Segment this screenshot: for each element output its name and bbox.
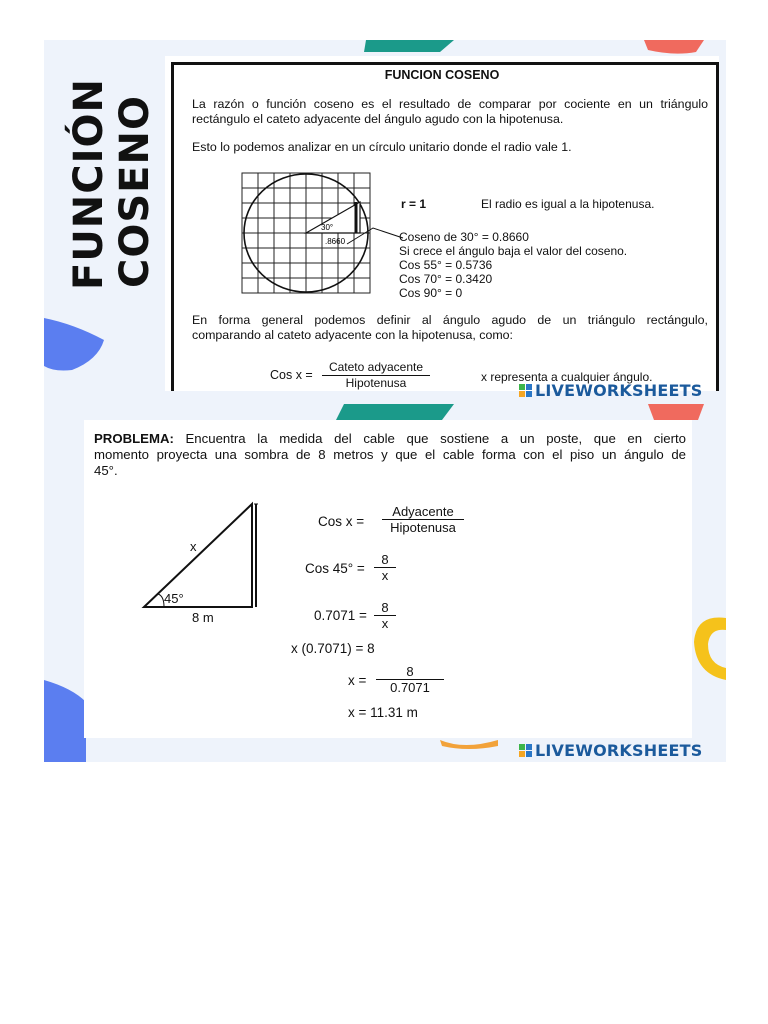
cosine-definition-card	[165, 56, 719, 391]
eq3-lhs: 0.7071 =	[314, 608, 367, 623]
problem-label: PROBLEMA:	[94, 431, 174, 446]
problem-line: momento proyecta una sombra de 8 metros y que el cable forma con el piso un ángulo de	[94, 447, 686, 462]
definition-line: La razón o función coseno es el resultado de comparar por cociente en un triángulo	[192, 97, 708, 111]
logo-squares-icon	[519, 744, 532, 757]
problem-text: Encuentra la medida del cable que sostiene a un poste, que en cierto	[185, 431, 686, 446]
eq1-lhs: Cos x =	[318, 514, 365, 529]
problem-card	[84, 420, 692, 738]
logo-text: LIVEWORKSHEETS	[535, 380, 703, 400]
cosine-value-line: Coseno de 30° = 0.8660	[399, 230, 529, 244]
eq6-result: x = 11.31 m	[348, 705, 418, 720]
eq5-lhs: x =	[348, 673, 367, 688]
eq5-numerator: 8	[376, 664, 444, 680]
formula-numerator: Cateto adyacente	[322, 360, 430, 376]
side-label: .8660	[325, 237, 346, 246]
eq3-fraction	[374, 600, 396, 631]
angle-label: 45°	[164, 591, 184, 606]
definition-paragraph	[192, 97, 708, 127]
eq3-denominator: x	[381, 616, 389, 631]
general-definition-line: comparando al cateto adyacente con la hipotenusa, como:	[192, 328, 513, 342]
radius-description: El radio es igual a la hipotenusa.	[481, 197, 655, 211]
problem-line	[94, 431, 686, 447]
eq4: x (0.7071) = 8	[291, 641, 375, 656]
radius-label: r = 1	[401, 197, 427, 211]
cosine-value-line: Cos 55° = 0.5736	[399, 258, 493, 272]
formula-note: x representa a cualquier ángulo.	[481, 370, 653, 384]
general-definition-paragraph	[192, 313, 708, 343]
formula-denominator: Hipotenusa	[345, 376, 407, 390]
cosine-value-line: Cos 70° = 0.3420	[399, 272, 493, 286]
eq3-numerator: 8	[374, 600, 396, 616]
formula-lhs: Cos x =	[270, 368, 313, 382]
liveworksheets-logo	[519, 741, 702, 759]
eq1-denominator: Hipotenusa	[390, 520, 456, 535]
problem-line: 45°.	[94, 463, 118, 478]
eq1-fraction	[382, 504, 464, 535]
hypotenuse-label: x	[190, 539, 197, 554]
eq2-lhs: Cos 45° =	[305, 561, 365, 576]
angle-label: 30°	[321, 223, 334, 232]
formula-fraction	[322, 360, 430, 391]
cosine-value-line: Si crece el ángulo baja el valor del coseno.	[399, 244, 628, 258]
eq5-fraction	[376, 664, 444, 695]
eq5-denominator: 0.7071	[390, 680, 430, 695]
problem-statement	[94, 431, 686, 479]
callout-line	[345, 226, 405, 256]
eq2-fraction	[374, 552, 396, 583]
logo-text: LIVEWORKSHEETS	[535, 740, 703, 760]
logo-squares-icon	[519, 384, 532, 397]
side-title-line2: COSENO	[112, 95, 158, 288]
eq2-numerator: 8	[374, 552, 396, 568]
base-label: 8 m	[192, 610, 214, 625]
definition-line: rectángulo el cateto adyacente del ángulo agudo con la hipotenusa.	[192, 112, 564, 126]
card-heading: FUNCION COSENO	[384, 68, 500, 82]
side-title	[58, 78, 158, 292]
eq1-numerator: Adyacente	[382, 504, 464, 520]
side-title-line1: FUNCIÓN	[66, 78, 112, 290]
cosine-values-list	[399, 230, 627, 300]
unit-circle-intro: Esto lo podemos analizar en un círculo unitario donde el radio vale 1.	[192, 140, 572, 154]
general-definition-line: En forma general podemos definir al ángulo agudo de un triángulo rectángulo,	[192, 313, 708, 327]
liveworksheets-logo	[519, 381, 702, 399]
eq2-denominator: x	[381, 568, 389, 583]
cosine-value-line: Cos 90° = 0	[399, 286, 463, 300]
right-triangle-diagram	[140, 500, 264, 626]
